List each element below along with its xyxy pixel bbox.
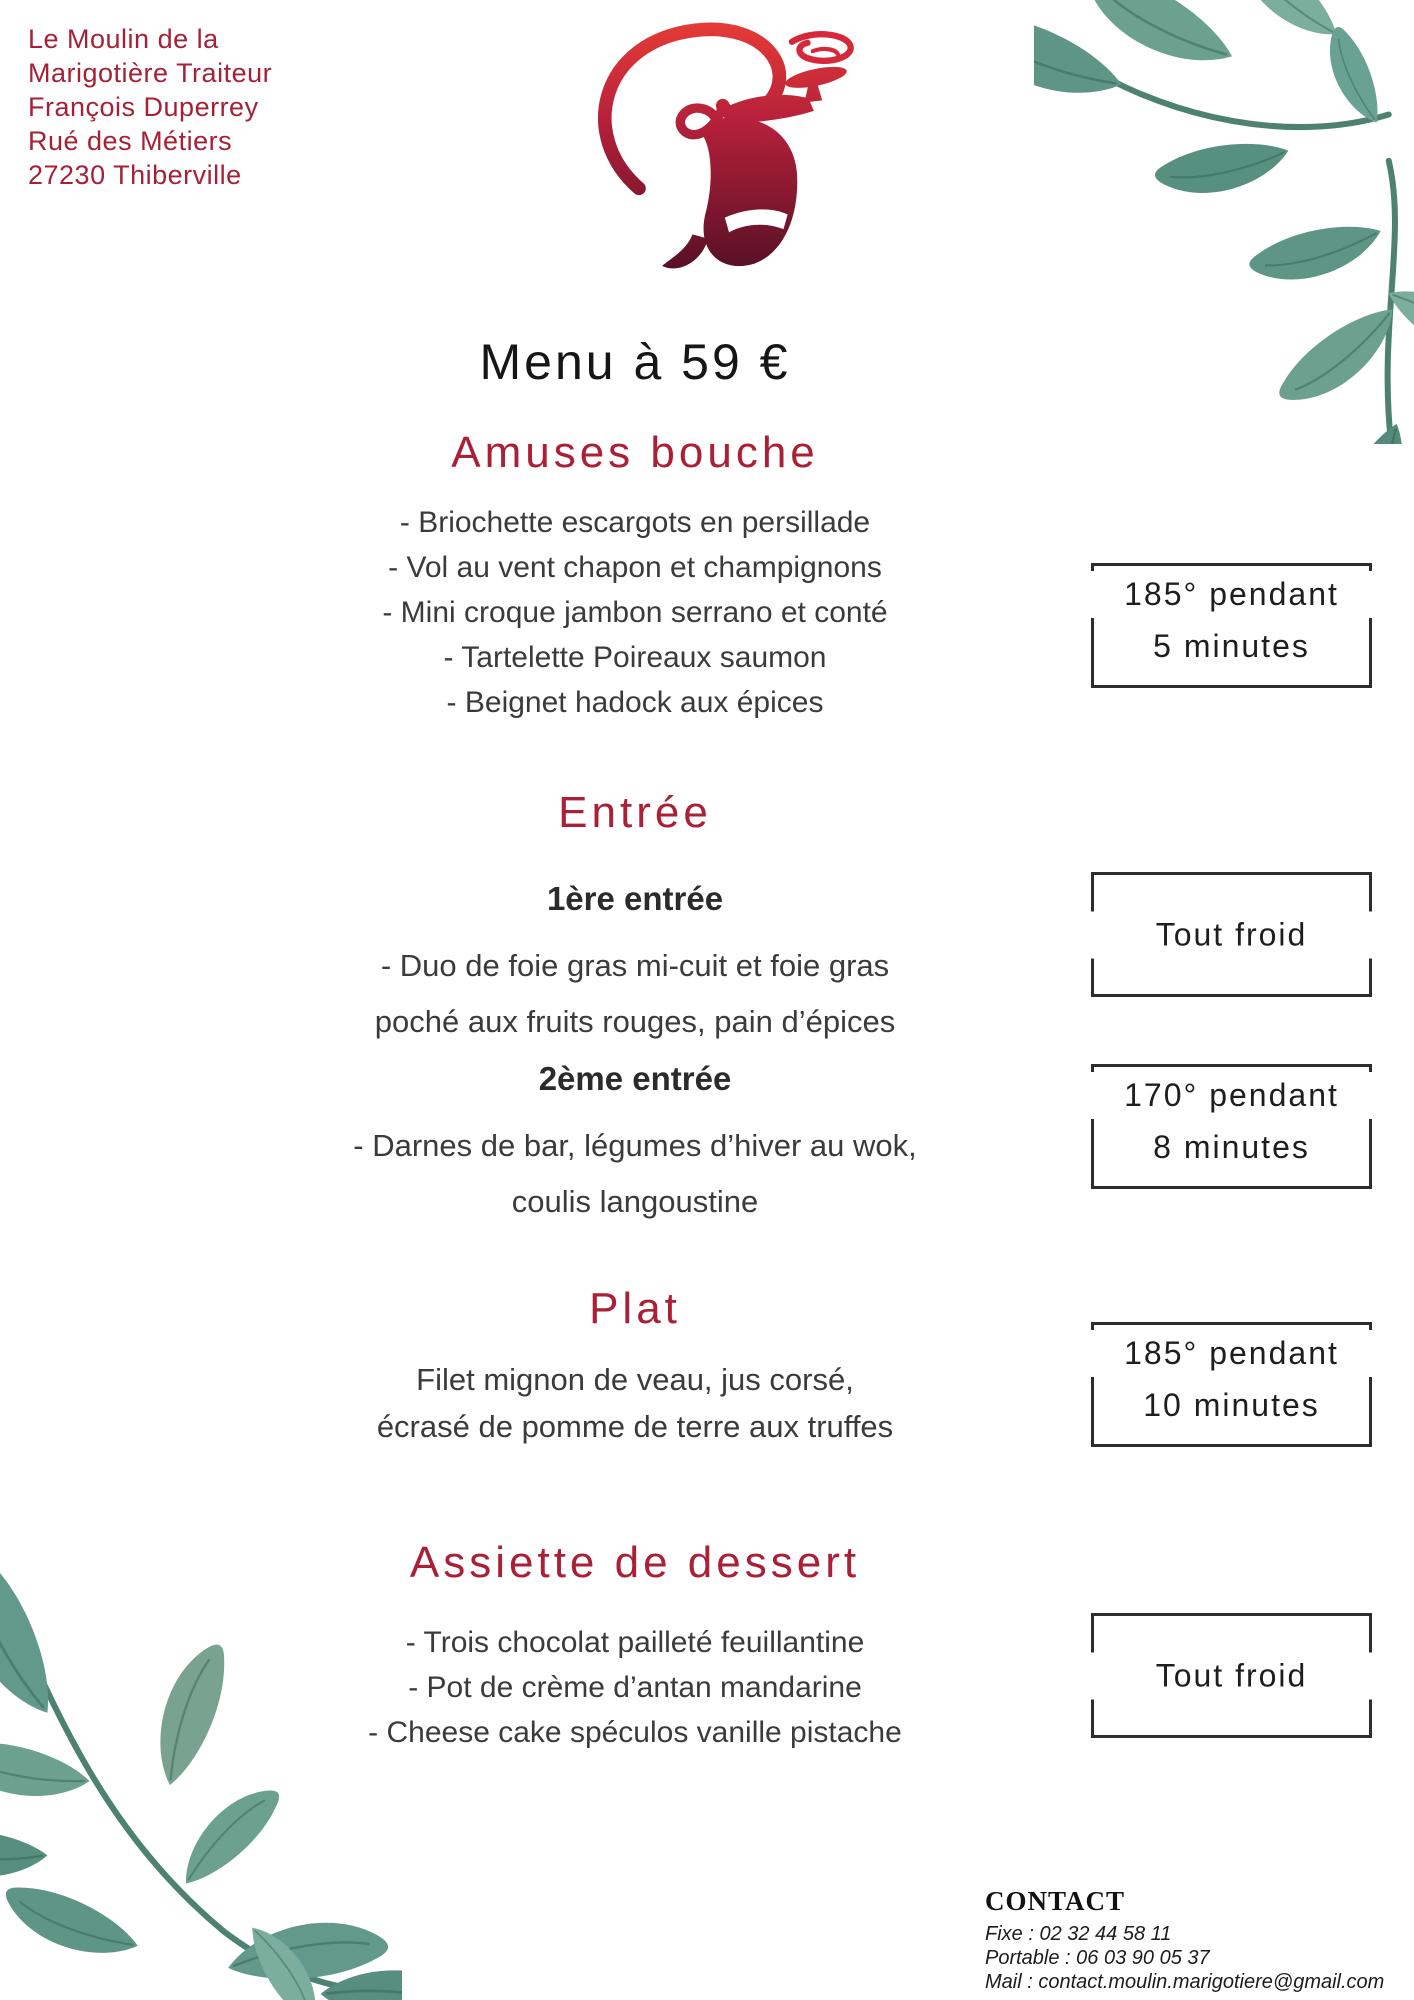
cooking-box-amuses	[1091, 563, 1372, 688]
cooking-temperature: 185° pendant	[1082, 1330, 1381, 1377]
amuses-items	[150, 500, 1120, 725]
menu-item: - Trois chocolat pailleté feuillantine	[405, 1626, 865, 1659]
cooking-note: Tout froid	[1082, 911, 1381, 958]
leaf-icon	[1224, 0, 1346, 55]
menu-item: - Beignet hadock aux épices	[446, 686, 824, 719]
section-heading-entree: Entrée	[558, 788, 712, 837]
menu-item: - Pot de crème d’antan mandarine	[408, 1671, 862, 1704]
contact-mail: Mail : contact.moulin.marigotiere@gmail.com	[985, 1971, 1385, 1993]
menu-item: - Vol au vent chapon et champignons	[388, 551, 882, 584]
menu-item: - Briochette escargots en persillade	[399, 506, 871, 539]
address-line: Marigotière Traiteur	[28, 58, 273, 88]
menu-item: - Duo de foie gras mi-cuit et foie gras	[380, 948, 890, 983]
plat-lines	[150, 1356, 1120, 1450]
leaf-icon	[1152, 136, 1292, 200]
cooking-box-dessert	[1091, 1613, 1372, 1738]
brand-address	[28, 22, 272, 192]
cooking-duration: 10 minutes	[1143, 1387, 1320, 1423]
contact-portable: Portable : 06 03 90 05 37	[985, 1947, 1210, 1969]
menu-item: poché aux fruits rouges, pain d’épices	[374, 1004, 896, 1039]
leaf-icon	[166, 1775, 291, 1893]
leaf-icon	[1245, 217, 1387, 290]
leaf-icon	[1319, 22, 1387, 131]
menu-item: - Darnes de bar, légumes d’hiver au wok,	[353, 1128, 917, 1163]
address-line: Rué des Métiers	[28, 126, 233, 156]
leaf-icon	[1310, 416, 1414, 444]
cooking-box-entree-2	[1091, 1064, 1372, 1189]
leaf-icon	[0, 1730, 93, 1813]
entree-first-label: 1ère entrée	[546, 880, 724, 917]
page-title: Menu à 59 €	[479, 334, 791, 390]
menu-item: - Tartelette Poireaux saumon	[443, 641, 827, 674]
cooking-duration: 8 minutes	[1153, 1129, 1310, 1165]
menu-item: Filet mignon de veau, jus corsé,	[416, 1362, 854, 1397]
menu-item: coulis langoustine	[511, 1184, 759, 1219]
cooking-note: Tout froid	[1082, 1652, 1381, 1699]
leaf-decoration-bottom-left-icon	[0, 1522, 402, 2000]
cooking-duration: 5 minutes	[1153, 628, 1310, 664]
cooking-temperature: 185° pendant	[1082, 571, 1381, 618]
chef-logo-icon	[548, 2, 864, 270]
contact-heading: CONTACT	[985, 1886, 1126, 1916]
menu-item: - Cheese cake spéculos vanille pistache	[368, 1716, 902, 1749]
address-line: 27230 Thiberville	[28, 160, 242, 190]
cooking-box-entree-1	[1091, 872, 1372, 997]
leaf-icon	[0, 1872, 144, 1975]
entree-second-lines	[150, 1118, 1120, 1230]
menu-item: écrasé de pomme de terre aux truffes	[376, 1409, 894, 1444]
entree-first-lines	[150, 938, 1120, 1050]
cooking-temperature: 170° pendant	[1082, 1072, 1381, 1119]
dessert-items	[150, 1620, 1120, 1755]
address-line: Le Moulin de la	[28, 24, 219, 54]
leaf-icon	[0, 1822, 49, 1886]
cooking-box-plat	[1091, 1322, 1372, 1447]
address-line: François Duperrey	[28, 92, 259, 122]
contact-block	[985, 1886, 1384, 1994]
contact-fixe: Fixe : 02 32 44 58 11	[985, 1923, 1172, 1945]
entree-second-label: 2ème entrée	[538, 1060, 732, 1097]
section-heading-amuses-bouche: Amuses bouche	[451, 428, 819, 477]
section-heading-dessert: Assiette de dessert	[409, 1538, 861, 1587]
section-heading-plat: Plat	[589, 1284, 681, 1333]
menu-item: - Mini croque jambon serrano et conté	[382, 596, 888, 629]
